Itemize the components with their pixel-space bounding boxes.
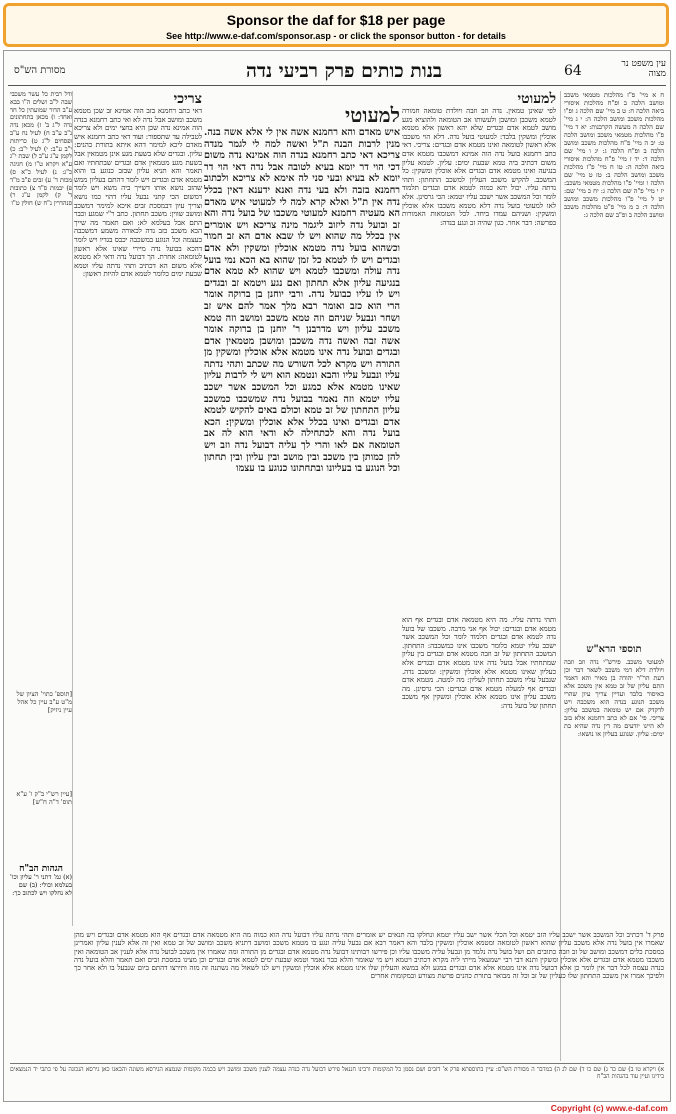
- header-divider: [8, 85, 666, 86]
- rashi-lower-column: [402, 616, 556, 926]
- gemara-dibur-hamatchil: למעוטי: [345, 103, 400, 127]
- page-number: 64: [564, 63, 582, 79]
- gemara-column: [204, 103, 400, 923]
- rashi-column: [402, 91, 556, 611]
- hagahot-title: הגהות הב"ח: [19, 864, 63, 874]
- tosafot-column: [74, 91, 202, 881]
- tosafot-dibur-hamatchil: צריכי: [173, 91, 202, 107]
- rashi-dibur-hamatchil: למעוטי: [517, 91, 556, 107]
- gemara-text: איש מאדם והא רחמנא אשה אין לי אלא אשה בנה. מנין לרבות הבנה ת"ל ואשה למה לי לגמר מנדה צריכא דאי כתב רחמנא בנדה הוה אמינא נדה משום דכי הוי דר יומא בעיא לטובה אבל נדה דאי הוי דר יומא לא בעיא ובעי סני לה אימא לא צריכא ולכתוב רחמנא בזבה ולא בעי נדה ואנא ידענא דאין בכלל נדה אין ת"ל ואלא קרא למה לי למעוטי איש מאדם הא מעטיה רחמנא למעוטי משכבו של בועל נדה והא זב ובועל נדה ליזוב ליגמר מינה צריכא ויש אומרים אין בכלל מה שהוא ויש לו שבא אדם הא זב חמור וכשהוא בועל נדה מטמא אוכלין ומשקין ולא אדם ובגדים ויש לו לטמא כל זמן שהוא בא הכא נמי בועל נדה עולה ומשכבו לטמא ויש שהוא לא טמא אדם בנגיעה עליון אלא תחתון ואם נגע ויטמא זב ובגדים ויש לו עליו כבועל נדה. ורבי יוחנן בן ברוקה אומר הרי הוא כזב ואומר רבא מלך אמר להם איש זב ושחר ונבעל שניהם וזה טמא משכב ומושב וזה טמא משכב עליון ויש מדרבנן ר' יוחנן בן ברוקה אומר אשה זבה ואשה נדה משכבן ומושבן מטמאין אדם ובגדים ובועל נדה אינו מטמא אלא אוכלין ומשקין מן התורה ויש מקרא לכל השורש מה שכתב ותהי נדתה עליו ונבעל עליו והבא ונטמא הוא ויש לי לרבות עליון שאינו מטמא אלא כמגע וכל המשכב אשר ישכב עליו יטמא וזה נאמר בבועל נדה שמשכבו כמשכב עליון התחתון של זב טמא וכולם באים להקיש לטמא אדם ובגדים ואינו בכלל אלא אוכלין ומשקין: הכא בועל נדה והא לכתחילה לא ודאי הוא לה אב הטומאה אם לאו והרי לך עליה דבועל נדה וזב ויש להן כמותן בין משכב ובין מושב ובין עליון ובין תחתון וכל הנוגע בו בעליונו ובתחתונו כנוגע בו עצמו: [204, 127, 400, 475]
- ein-mishpat-text: ח א מיי' פ"ז מהלכות מטמאי משכב ומושב הלכה ב ופ"ח מהלכות איסורי ביאה הלכה ח: ט ב מיי' שם הלכה ג ופ"ו מהלכות משכב ומושב הלכה ה: י ג מיי' שם הלכה ה מעשה הקרבנות: יא ד מיי' פ"ו מהלכות מטמאי משכב ומושב הלכה ט: יב ה מיי' פ"ח מהלכות משכב ומושב הלכה ב ופ"ח הלכה ג: יג ו מיי' שם הלכה ד: יד ז מיי' פ"ח מהלכות איסורי ביאה הלכה ה: טו ח מיי' פ"ז מהלכות משכב ומושב הלכה ב: טז ט מיי' שם הלכה ו ומיי' פ"ו מהלכות מטמאי משכב: יז י מיי' פ"ה שם הלכה ג: יח כ מיי' שם: יט ל מיי' פ"ו מהלכות משכב ומושב הלכה ד: כ מ מיי' פ"ט מהלכות משכב ומושב הלכה ב ופ"ב שם הלכה ג:: [564, 91, 664, 219]
- tosafot-text: דאי כתב רחמנא בזב הוה אמינא זב שכן מטמא משכב ומושב אבל נדה לא ואי כתב רחמנא בנדה הוה אמינא נדה שכן היא בחצי ימים ולא צריכא לטבילה עד שתספור: ועוד דאי כתב רחמנא איש מאדם ליכא למימר דהא איתא בתורת כהנים: עליון. ובגדים שלא בשעת מגע אינן מטמאין אבל בשעת מגע מטמאין אדם ובגדים שבתחתיו ואם תאמר והא תניא עליון שבזב כנוגע בו והוא מטמא אדם ובגדים ויש לומר דהתם בעליון ממש שהזב נושא אותו דשייך ביה משא ויש לומר דמשום הכי קתני נבעל עליו דהוי כמו נושא וצריך עיון דבמסכת זבים איכא למימר דמשכב ומושב שווין: משכב תחתון. כתב ר"י שמגע וכבר התם אבל בעלמא לא: ואם תאמר מה שייך הכא משכב כזב נדה לכאורה משמע דמשכבה כעצמה וכל הנוגע במשכבה יכבס בגדיו ויש לומר דהכא בבועל נדה מיירי שאינו אלא ראשון לטומאה: אחרת. הך דבועל נדה ודאי לא מטמא אלא משום הא דכתיב ותהי נדתה עליו וטמא שבעת ימים כלומר לטמא אדם להיות ראשון:: [74, 106, 202, 279]
- hagahot-text: (א) גמ' דתני ר' עליון וכו' בעלמא וכולי: (ב) שם לא נחלקו ויש לכתוב כך:: [10, 873, 72, 897]
- mesorat-hashas-column: [10, 91, 72, 681]
- column-divider: [72, 91, 73, 926]
- column-divider: [560, 91, 561, 1061]
- sponsor-subtitle[interactable]: See http://www.e-daf.com/sponsor.asp - or click the sponsor button - for details: [166, 31, 506, 41]
- ein-mishpat-label: עין משפט נר מצוה: [621, 59, 666, 79]
- bottom-commentary-text: פרק ד' דכתיב וכל המשכב אשר ישכב עליו הזב יטמא וכל הכלי אשר ישב עליו יטמא ונחלקו בה תנאים יש אומרים ותהי נדתה עליו דבועל נדה הוא כמוה מה היא מטמאה אדם ובגדים אף הוא מטמא אדם ובגדים ויש מהן שאמרו אין בועל נדה אלא משכב עליון שהוא ראשון לטומאה ומטמא אוכלין ומשקין בלבד והא דאמר רבא אם נבעל עליה ונגע בו מטמא משכב ומושב דתניא משכב ומושב של זב טמא ואין זה אלא לענין עליון ואמרינן במסכת כלים דמשכב ומושב של זב וזבה כתובים הם ושל בועל נדה נלמד מן ונבעל עליה משכבו עליו וכן פירשו רבותינו דבועל נדה מטמא אדם ובגדים מן התורה ומה שאמרו אין משכב לבועל נדה אלא לענין אב הטומאה ואין משכבו מטמא אדם ובגדים אלא אוכלין ומשקין ותנא דבי רבי ישמעאל מייתי ליה מקרא דכתיב ויטמא ויש מי שאומר והלא כבר נאמר וטמא שבעת ימים לטמא אדם ובגדים וכן מצינו במסכת זבים ואם תאמר והלא בועל נדה כנדה עצמה לכל דבר אין לומר כן אלא דבועל נדה אינו מטמא אלא אדם ובגדים במגע ולא במשא והעליון שלו אינו מטמא אלא אוכלין ומשקין ויש לנו לשאול מה נשתנה זה מזה ותירצו דהתם ביום שנבעל בו ולא אחר כך ולפיכך אמרו אין משכב התחתון שלו כעליון של זב וכל זה מבואר בתורת כהנים פרשת מצורע ובמקומות אחרים: [74, 931, 664, 981]
- rashi-lower-text: ותהי נדתה עליו. מה היא מטמאה אדם ובגדים אף הוא מטמא אדם ובגדים: יכול אף אני מרבה. משכבו של בועל נדה לטמא אדם ובגדים תלמוד לומר וכל המשכב אשר ישכב עליו יטמא כלומר משכבו אינו כמשכבה: התחתון. המשכב התחתון של זב וזבה מטמא אדם ובגדים בין עליון שמתחתיו אבל בועל נדה אינו מטמא אדם ובגדים אלא כעליון שאינו מטמא אלא אוכלין ומשקין: ומשכב נדה. שנבעל עליו משכב תחתון לעליון: מה למטה. מטמא אדם ובגדים אף למעלה מטמא אדם ובגדים: הכי גרסינן. מה משכב עליון אינו מטמא אלא אוכלין ומשקין אף משכב תחתון של בועל נדה:: [402, 616, 556, 710]
- sponsor-title[interactable]: Sponsor the daf for $18 per page: [226, 12, 446, 28]
- bottom-commentary: [74, 931, 664, 1059]
- sponsor-banner[interactable]: [3, 3, 669, 47]
- margin-note: [עיין רש"י ב"ק ו' ע"א תוס' ד"ה ח"ש]: [16, 790, 72, 806]
- hagahot-habach: [10, 863, 72, 897]
- mesorat-hashas-label: מסורת הש"ס: [14, 65, 66, 76]
- tosafot-harosh-text: למעוטי משכב. פירש"י נדה וזב וזבה ויולדת דלא דמי משכב לשאר דבר וכן דעת הר"ר יהודה בן מאיר והא דאמר התם עליון של זב טמא אין משכב אלא כאיסור בלבד ועדיין צריך עיון שהרי משכב הנוגע בנדה הוא משכבה ויש לדקדק אם יש טומאה במשכב עליון: צריכי. פי' אם לא כתב רחמנא אלא בזב לא היינו יודעים מה דין נדה שהיא בת ימים: עליון. שנוגע בעליון או נושאו:: [564, 658, 664, 738]
- margin-note: [תוספ' כתוי' הציון של מ"ט ע"ב עיין כל אהל עיין ניזיק]: [16, 690, 72, 714]
- footnotes: [10, 1063, 664, 1102]
- ein-mishpat-column: [564, 91, 664, 631]
- mesorat-hashas-text: ודל רבית כל עשר משכבי שבה ל"ב ושלים ה"ו בבא ע"ב הדור שמועתין כל חד ואחד: ו) מכאן בתחתונים נדה ל"ג ב' ז) מכאן נדה נ"ב ע"ב ח) לעיל נח ע"ב ופסחים ל"ג ט) כריתות י"ב ע"ב: י) לעיל י"ב: כ) לקמן ע"ג ע"ב ל) שבת י"ג ע"א ויקרא ט"ו מ) חגיגה כ"ג: נ) לעיל כ"א ס) מכות ד' ע) זבים פ"ב מ"ד פ) יבמות ס"ד צ) כתובות ד' ק) לקמן ע"ג ר) סנהדרין נ"ח ש) חולין ט"ו: [10, 91, 72, 208]
- tosafot-harosh-title: תוספי הרא"ש: [586, 644, 642, 655]
- rashi-text: לפי שאינן טמאין. נדה וזב וזבה ויולדת טומאה חמורה לטמא משכבן ומושבן ולעשותו אב הטומאה ולהוציא מגע מושב לטמא אדם ובגדים שלא יהא ראשון אלא מטמא אוכלין ומשקין בלבד: למעוטי בועל נדה. דלא הוי משכבו אלא ראשון לטומאה ואינו מטמא אדם ובגדים: צריכי. דאי כתב רחמנא בועל נדה הוה אמינא דמשכבו מטמא אדם משום דכתיב ביה טמא שבעת ימים: עליון. לטמא עליון בנגיעה ואינו מטמא אדם ובגדים אלא אוכלין ומשקין: כל המשכב. להקיש משכב העליון למשכב התחתון: ותהי נדתה עליו. יכול יהא כמוה לטמא אדם ובגדים תלמוד לומר וכל המשכב אשר ישכב עליו יטמא: הכי גרסינן. אלא לאו למעוטי בועל נדה דלא מטמא משכבו אלא אוכלין ומשקין: ושניהם עמדו ביחד. לכל הטומאות האמורות בפרשה: דבר אחר. כגון שהיה זב ונגע בנדה:: [402, 106, 556, 227]
- page-title: בנות כותים פרק רביעי נדה: [245, 60, 443, 82]
- talmud-page: [3, 50, 671, 1102]
- copyright-notice[interactable]: Copyright (c) www.e-daf.com: [550, 1103, 668, 1113]
- footnotes-text: א) ויקרא טו ב) שם כד ג) שם כו ד) שם לג ה) במדבר ה מסורת הש"ס: עיין בתוספתא פרק א' דזבים ושם נסמן כל המקומות ורבינו חננאל פירש דבועל נדה כנדה עצמה לענין משכב ומושב ויש בכמה מקומות שנמצא הגירסא משונה והבאנו כאן גירסא הנכונה על פי כתבי יד הנמצאים בידינו ועיין עוד בהגהות הב"ח: [10, 1066, 664, 1081]
